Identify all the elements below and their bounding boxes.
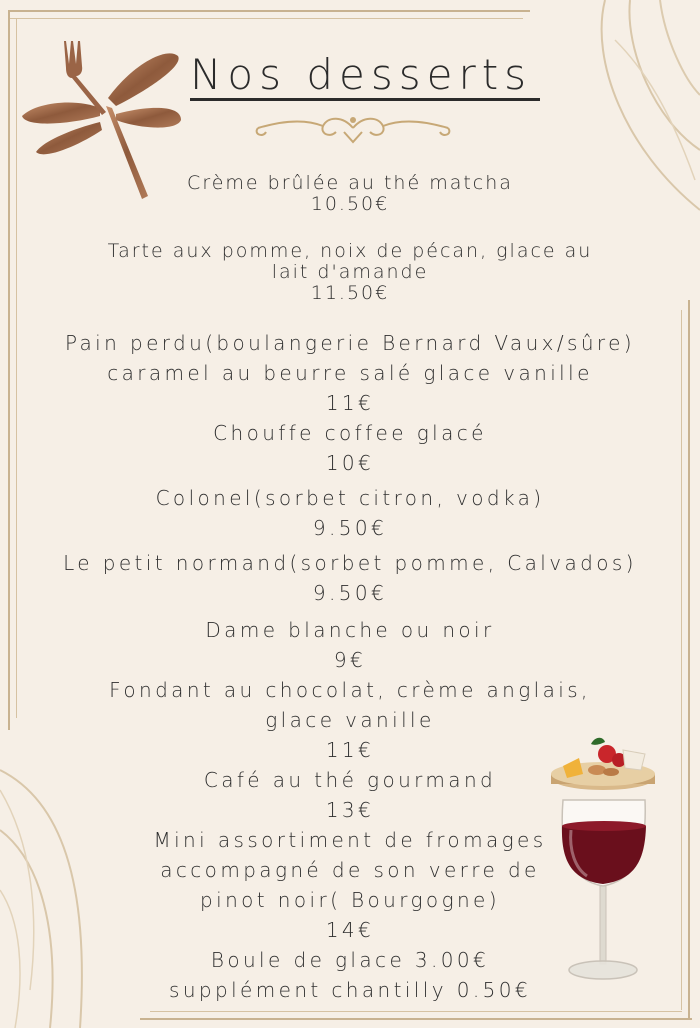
item-name-line: Tarte aux pomme, noix de pécan, glace au [107,240,593,262]
item-name-line: accompagné de son verre de [160,858,540,882]
item-price: 11.50€ [310,282,390,304]
item-price: 9€ [333,648,367,672]
menu-item [0,548,700,608]
item-name-line: Café au thé gourmand [203,768,497,792]
menu-item [0,483,700,543]
flourish-divider-icon [248,108,458,148]
item-name-line: Dame blanche ou noir [205,618,495,642]
item-name-line: caramel au beurre salé glace vanille [107,361,593,385]
frame-bottom-line [140,1018,692,1020]
item-name-line: Boule de glace 3.00€ [210,948,490,972]
item-name-line: lait d'amande [271,261,429,283]
item-name-line: pinot noir( Bourgogne) [200,888,500,912]
item-name-line: Le petit normand(sorbet pomme, Calvados) [63,551,637,575]
item-name-line: supplément chantilly 0.50€ [169,978,531,1002]
menu-item [0,328,700,418]
item-name-line: Fondant au chocolat, crème anglais, [109,678,591,702]
wine-glass-cheese-icon [545,730,665,990]
item-price: 10.50€ [310,193,390,215]
item-price: 13€ [325,798,375,822]
page-title: Nos desserts [190,52,540,101]
item-name-line: glace vanille [265,708,435,732]
menu-item [0,615,700,675]
frame-bottom-inner-line [150,1011,682,1012]
menu-item [0,418,700,478]
menu-item [0,241,700,304]
menu-item [0,173,700,215]
item-name-line: Pain perdu(boulangerie Bernard Vaux/sûre) [64,331,636,355]
item-price: 11€ [325,738,375,762]
frame-top-inner-line [8,18,523,19]
item-name-line: Mini assortiment de fromages [153,828,547,852]
item-price: 10€ [325,451,375,475]
item-price: 9.50€ [312,581,388,605]
item-name-line: Chouffe coffee glacé [213,421,487,445]
frame-top-line [8,10,530,12]
item-price: 14€ [325,918,375,942]
item-name-line: Colonel(sorbet citron, vodka) [155,486,545,510]
item-price: 11€ [325,391,375,415]
item-name-line: Crème brûlée au thé matcha [187,172,513,194]
item-price: 9.50€ [312,516,388,540]
